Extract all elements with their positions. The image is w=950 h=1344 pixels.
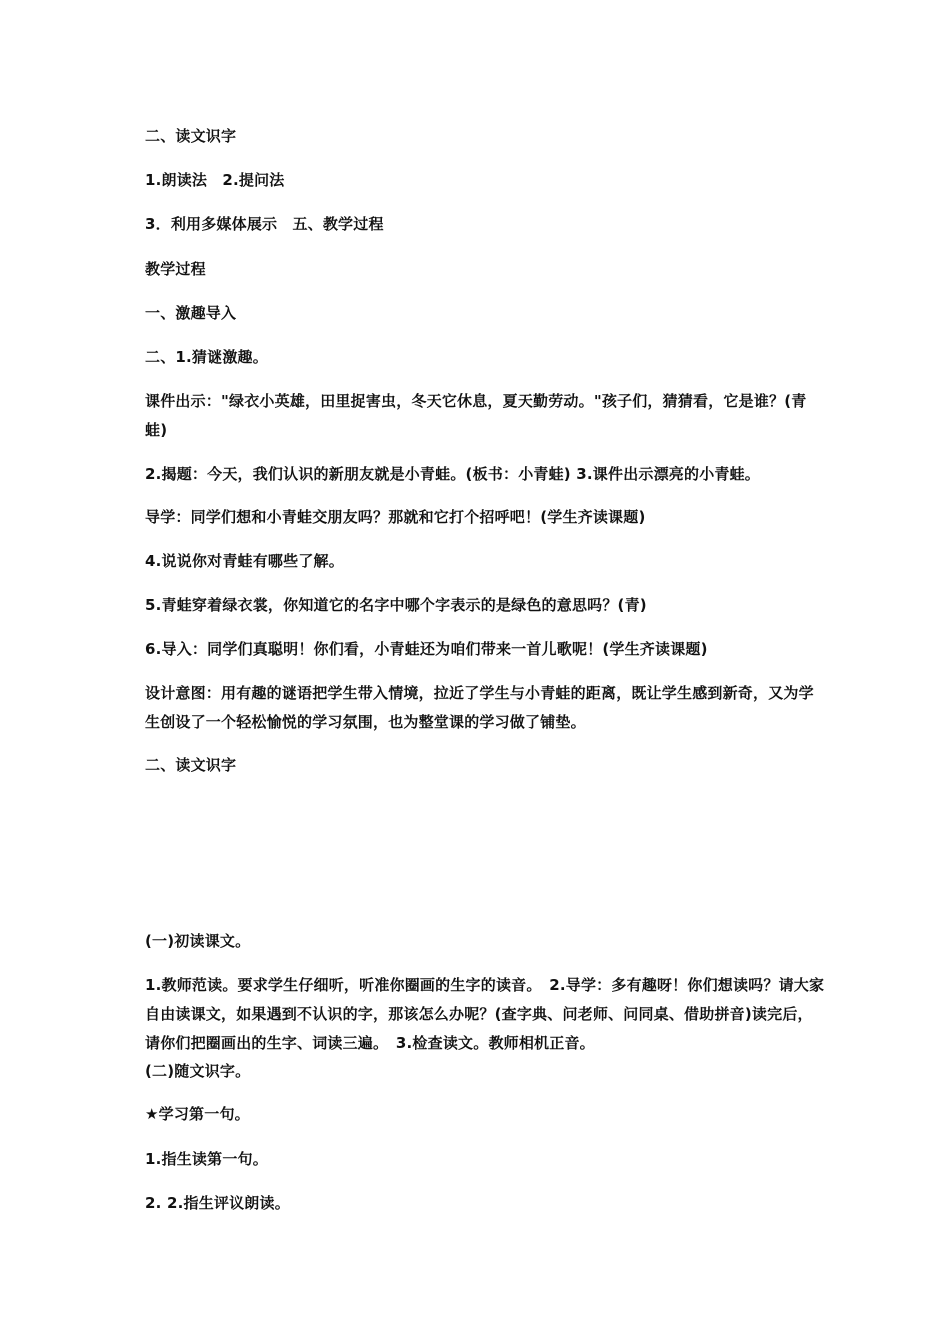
item-4: 4.说说你对青蛙有哪些了解。 [145, 552, 344, 570]
riddle-heading: 二、1.猜谜激趣。 [145, 348, 268, 366]
method-multimedia: 3．利用多媒体展示 五、教学过程 [145, 215, 384, 233]
first-reading-heading: (一)初读课文。 [145, 932, 251, 950]
step-intro-heading: 一、激趣导入 [145, 304, 237, 322]
heading-read-text-literacy: 二、读文识字 [145, 127, 237, 145]
item-read-first-sentence: 1.指生读第一句。 [145, 1150, 268, 1168]
first-reading-paragraph: 1.教师范读。要求学生仔细听，听准你圈画的生字的读音。 2.导学：多有趣呀！你们想读吗？请大家自由读课文，如果遇到不认识的字，那该怎么办呢？(查字典、问老师、问同桌、借助拼音)读完后，请你们把圈画出的生字、词读三遍。 3.检查读文。教师相机正音。 [145, 976, 825, 1052]
riddle-paragraph: 课件出示："绿衣小英雄，田里捉害虫，冬天它休息，夏天勤劳动。"孩子们，猜猜看，它是谁？(青蛙) [145, 392, 807, 439]
first-sentence-heading: ★学习第一句。 [145, 1105, 250, 1123]
item-evaluate-reading: 2. 2.指生评议朗读。 [145, 1194, 290, 1212]
method-list: 1.朗读法 2.提问法 [145, 171, 285, 189]
heading-read-text-literacy-2: 二、读文识字 [145, 756, 237, 774]
item-5: 5.青蛙穿着绿衣裳，你知道它的名字中哪个字表示的是绿色的意思吗？(青) [145, 596, 647, 614]
reveal-topic-paragraph: 2.揭题：今天，我们认识的新朋友就是小青蛙。(板书：小青蛙) 3.课件出示漂亮的小青蛙。 [145, 465, 761, 483]
literacy-with-text-heading: (二)随文识字。 [145, 1062, 251, 1080]
section-title-teaching-process: 教学过程 [145, 260, 206, 278]
guide-paragraph: 导学：同学们想和小青蛙交朋友吗？那就和它打个招呼吧！(学生齐读课题) [145, 508, 646, 526]
item-6: 6.导入：同学们真聪明！你们看，小青蛙还为咱们带来一首儿歌呢！(学生齐读课题) [145, 640, 708, 658]
design-intent-paragraph: 设计意图：用有趣的谜语把学生带入情境，拉近了学生与小青蛙的距离，既让学生感到新奇，又为学生创设了一个轻松愉悦的学习氛围，也为整堂课的学习做了铺垫。 [145, 684, 814, 731]
